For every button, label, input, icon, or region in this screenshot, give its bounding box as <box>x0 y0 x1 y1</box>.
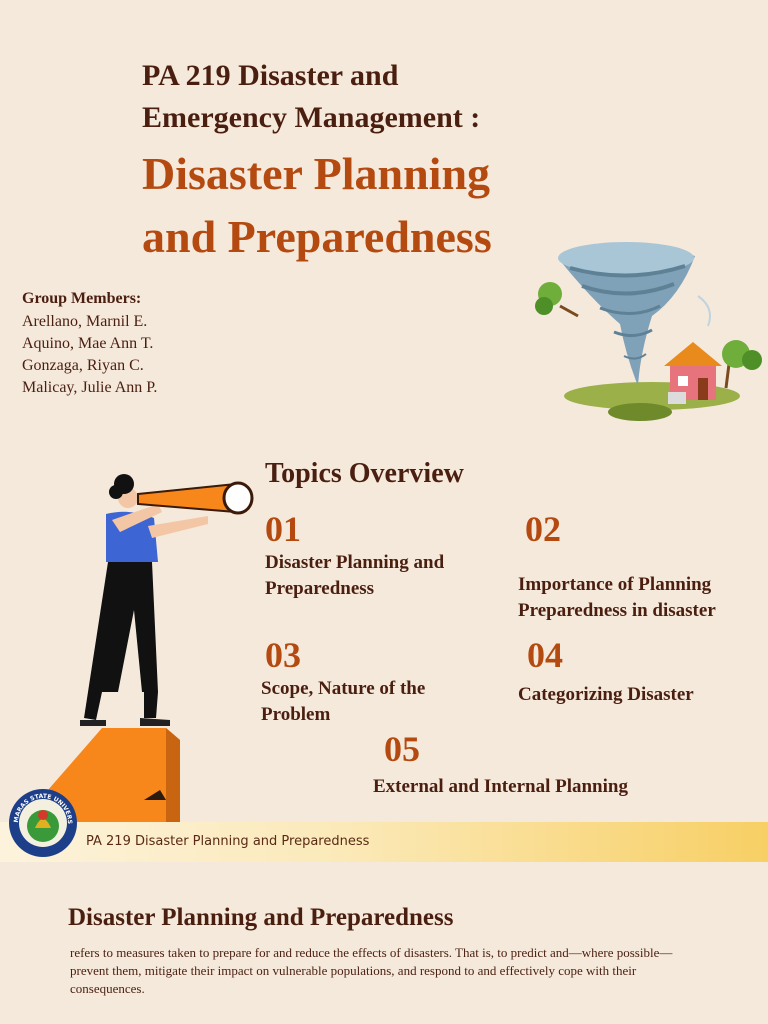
topic-label <box>261 676 425 728</box>
spyglass-person-icon <box>40 470 260 822</box>
members-heading: Group Members: <box>22 290 142 307</box>
section-title: Disaster Planning and Preparedness <box>68 904 454 931</box>
topic-label-line: Importance of Planning <box>518 574 712 595</box>
topic-label-line: Preparedness in disaster <box>518 600 716 621</box>
topic-number: 04 <box>527 635 563 675</box>
main-title-line2: and Preparedness <box>142 211 492 262</box>
member-name: Aquino, Mae Ann T. <box>22 335 154 352</box>
members-list <box>22 311 157 399</box>
logo-text: GUIMARAS STATE UNIVERSITY <box>5 783 74 825</box>
course-title-line2: Emergency Management : <box>142 101 481 134</box>
topic-label <box>265 550 444 602</box>
topic-number: 03 <box>265 635 301 675</box>
university-logo-icon <box>5 783 78 858</box>
topic-label-line: Scope, Nature of the <box>261 678 426 699</box>
topic-label-line: Problem <box>261 704 331 725</box>
topic-label: External and Internal Planning <box>373 776 628 797</box>
topic-number: 02 <box>525 509 561 549</box>
course-title-line1: PA 219 Disaster and <box>142 59 399 92</box>
member-name: Gonzaga, Riyan C. <box>22 357 144 374</box>
topic-label-line: Preparedness <box>265 578 375 599</box>
member-name: Malicay, Julie Ann P. <box>22 379 158 396</box>
topic-label <box>518 572 716 624</box>
main-title-line1: Disaster Planning <box>142 148 491 199</box>
topic-label: Categorizing Disaster <box>518 684 694 705</box>
banner-text: PA 219 Disaster Planning and Preparedness <box>86 834 370 849</box>
topic-number: 01 <box>265 509 301 549</box>
section-body: refers to measures taken to prepare for and reduce the effects of disasters. That is, to predict and—where possible—prevent them, mitigate their impact on vulnerable populations, and respond to and effectively cope with their consequences. <box>70 945 673 996</box>
member-name: Arellano, Marnil E. <box>22 313 148 330</box>
topic-number: 05 <box>384 729 420 769</box>
topic-label-line: Disaster Planning and <box>265 552 445 573</box>
topics-heading: Topics Overview <box>265 458 464 489</box>
tornado-icon <box>530 236 768 431</box>
